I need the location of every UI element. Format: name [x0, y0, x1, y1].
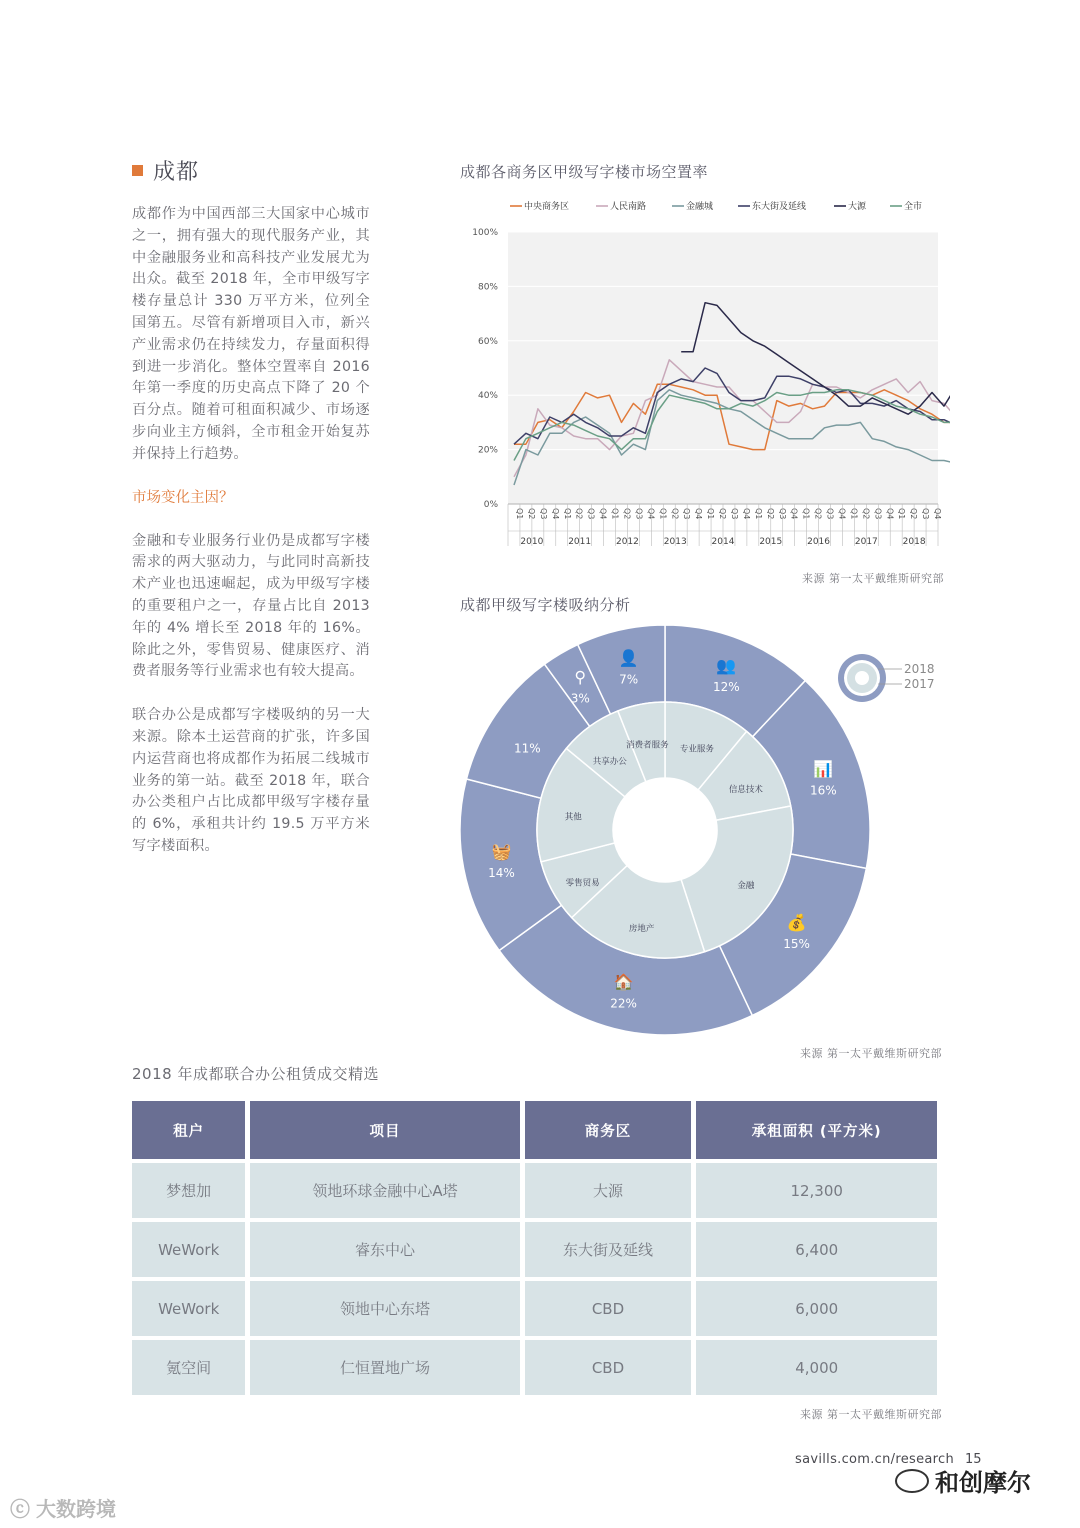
quarter-tick-label: Q1	[897, 508, 907, 520]
cell-district: CBD	[525, 1281, 692, 1336]
legend-hole	[855, 671, 869, 685]
quarter-tick-label: Q3	[634, 508, 644, 520]
outer-percent-label: 12%	[712, 680, 740, 695]
quarter-tick-label: Q2	[574, 508, 584, 520]
year-tick-label: 2015	[759, 537, 783, 547]
quarter-tick-label: Q3	[921, 508, 931, 520]
quarter-tick-label: Q2	[909, 508, 919, 520]
subheading: 市场变化主因？	[132, 489, 234, 506]
legend-label: 东大街及延线	[752, 202, 807, 212]
quarter-tick-label: Q1	[801, 508, 811, 520]
coworking-deals-table	[127, 1097, 942, 1399]
inner-category-label: 共享办公	[592, 756, 627, 767]
cell-district: CBD	[525, 1340, 692, 1395]
money-bag-icon: 💰	[786, 913, 807, 933]
house-search-icon: 🏠	[613, 972, 634, 992]
legend-label: 中央商务区	[524, 202, 570, 212]
legend-year-label: 2018	[904, 662, 935, 676]
vacancy-line-chart	[460, 190, 950, 555]
header-project: 项目	[250, 1101, 519, 1159]
quarter-tick-label: Q1	[562, 508, 572, 520]
pie-chart-source: 来源 第一太平戴维斯研究部	[800, 1047, 942, 1060]
orange-square-icon	[132, 165, 143, 176]
year-tick-label: 2018	[902, 537, 926, 547]
inner-category-label: 消费者服务	[626, 740, 669, 751]
table-row	[132, 1340, 937, 1395]
cell-district: 大源	[525, 1163, 692, 1218]
quarter-tick-label: Q4	[933, 508, 943, 520]
cell-area: 6,400	[696, 1222, 937, 1277]
quarter-tick-label: Q1	[753, 508, 763, 520]
cell-tenant: 梦想加	[132, 1163, 245, 1218]
absorption-donut-chart	[440, 625, 960, 1055]
legend-item	[834, 200, 867, 212]
quarter-tick-label: Q4	[598, 508, 608, 520]
quarter-tick-label: Q4	[694, 508, 704, 520]
quarter-tick-label: Q3	[682, 508, 692, 520]
inner-category-label: 零售贸易	[565, 878, 600, 889]
cell-project: 仁恒置地广场	[250, 1340, 519, 1395]
table-source: 来源 第一太平戴维斯研究部	[800, 1408, 942, 1421]
cell-district: 东大街及延线	[525, 1222, 692, 1277]
quarter-tick-label: Q4	[885, 508, 895, 520]
watermark-right-text: 和创摩尔	[935, 1469, 1031, 1497]
table-row	[132, 1222, 937, 1277]
watermark-left	[10, 1493, 116, 1522]
legend-item	[510, 200, 569, 212]
header-tenant: 租户	[132, 1101, 245, 1159]
cell-area: 12,300	[696, 1163, 937, 1218]
legend-label: 金融城	[686, 202, 714, 212]
quarter-tick-label: Q4	[741, 508, 751, 520]
table-row	[132, 1281, 937, 1336]
year-tick-label: 2011	[568, 537, 592, 547]
legend-label: 大源	[848, 202, 867, 212]
y-tick-label: 80%	[477, 282, 498, 293]
quarter-tick-label: Q1	[849, 508, 859, 520]
inner-category-label: 其他	[564, 812, 582, 823]
drivers-paragraph: 金融和专业服务行业仍是成都写字楼需求的两大驱动力，与此同时高新技术产业也迅速崛起，成为甲级写字楼的重要租户之一，存量占比自 2013 年的 4% 增长至 2018 年的 16%。除此之外，零售贸易、健康医疗、消费者服务等行业需求也有较大提高。	[132, 532, 370, 680]
legend-item	[672, 200, 713, 212]
quarter-tick-label: Q3	[777, 508, 787, 520]
wechat-icon	[895, 1469, 929, 1493]
cell-project: 领地中心东塔	[250, 1281, 519, 1336]
cell-tenant: WeWork	[132, 1281, 245, 1336]
quarter-tick-label: Q1	[514, 508, 524, 520]
inner-category-label: 信息技术	[728, 785, 763, 796]
cell-project: 领地环球金融中心A塔	[250, 1163, 519, 1218]
header-area: 承租面积 (平方米)	[696, 1101, 937, 1159]
year-tick-label: 2017	[854, 537, 878, 547]
section-heading	[132, 155, 370, 186]
quarter-tick-label: Q3	[825, 508, 835, 520]
quarter-tick-label: Q3	[538, 508, 548, 520]
quarter-tick-label: Q4	[646, 508, 656, 520]
left-column	[132, 155, 370, 858]
quarter-tick-label: Q4	[789, 508, 799, 520]
donut-hole	[613, 778, 717, 882]
users-icon: 👤	[618, 648, 639, 668]
legend-item	[890, 200, 922, 212]
quarter-tick-label: Q2	[526, 508, 536, 520]
coworking-paragraph: 联合办公是成都写字楼吸纳的另一大来源。除本土运营商的扩张，许多国内运营商也将成都作为拓展二线城市业务的第一站。截至 2018 年，联合办公类租户占比成都甲级写字楼存量的 6%，承租共计约 19.5 万平方米写字楼面积。	[132, 707, 370, 854]
header-district: 商务区	[525, 1101, 692, 1159]
outer-percent-label: 11%	[513, 741, 541, 756]
outer-percent-label: 3%	[570, 691, 590, 706]
cell-tenant: 氪空间	[132, 1340, 245, 1395]
quarter-tick-label: Q4	[837, 508, 847, 520]
inner-category-label: 金融	[737, 880, 755, 891]
outer-percent-label: 16%	[810, 783, 837, 798]
legend-label: 人民南路	[610, 202, 647, 212]
table-title: 2018 年成都联合办公租赁成交精选	[132, 1065, 379, 1083]
inner-category-label: 专业服务	[679, 744, 714, 755]
cell-tenant: WeWork	[132, 1222, 245, 1277]
y-tick-label: 40%	[477, 391, 498, 402]
watermark-right	[895, 1463, 1031, 1498]
cell-area: 6,000	[696, 1281, 937, 1336]
table-row	[132, 1163, 937, 1218]
watermark-left-text: 大数跨境	[36, 1497, 116, 1521]
pie-chart-title: 成都甲级写字楼吸纳分析	[460, 596, 631, 614]
y-tick-label: 60%	[477, 336, 498, 347]
outer-percent-label: 22%	[610, 996, 637, 1011]
network-icon: ⚲	[574, 667, 587, 687]
year-tick-label: 2014	[711, 537, 735, 547]
outer-percent-label: 7%	[619, 672, 639, 687]
basket-icon: 🧺	[491, 842, 512, 862]
table-header-row	[132, 1101, 937, 1159]
outer-percent-label: 15%	[783, 937, 810, 952]
page-number: 15	[965, 1452, 982, 1467]
y-tick-label: 100%	[472, 228, 498, 238]
line-chart-source: 来源 第一太平戴维斯研究部	[802, 572, 944, 585]
year-tick-label: 2012	[615, 537, 639, 547]
year-tick-label: 2016	[807, 537, 831, 547]
year-tick-label: 2013	[663, 537, 687, 547]
inner-category-label: 房地产	[628, 924, 655, 935]
quarter-tick-label: Q3	[586, 508, 596, 520]
quarter-tick-label: Q1	[706, 508, 716, 520]
cell-project: 睿东中心	[250, 1222, 519, 1277]
section-title: 成都	[153, 160, 200, 185]
quarter-tick-label: Q4	[550, 508, 560, 520]
y-tick-label: 20%	[477, 445, 498, 456]
y-tick-label: 0%	[483, 500, 498, 510]
watermark-logo-icon: ⓒ	[10, 1497, 30, 1521]
quarter-tick-label: Q2	[861, 508, 871, 520]
line-chart-title: 成都各商务区甲级写字楼市场空置率	[460, 163, 709, 181]
outer-percent-label: 14%	[488, 866, 515, 881]
intro-paragraph: 成都作为中国西部三大国家中心城市之一，拥有强大的现代服务产业，其中金融服务业和高科技产业发展尤为出众。截至 2018 年，全市甲级写字楼存量总计 330 万平方米，位列全国第五。尽管有新增项目入市，新兴产业需求仍在持续发力，存量面积得到进一步消化。整体空置率自 2016 年第一季度的历史高点下降了 20 个百分点。随着可租面积减少、市场逐步向业主方倾斜，全市租金开始复苏并保持上行趋势。	[132, 206, 370, 462]
quarter-tick-label: Q2	[622, 508, 632, 520]
plot-background	[508, 232, 938, 504]
footer-link[interactable]: savills.com.cn/research	[795, 1452, 954, 1467]
cell-area: 4,000	[696, 1340, 937, 1395]
quarter-tick-label: Q1	[658, 508, 668, 520]
quarter-tick-label: Q1	[610, 508, 620, 520]
legend-label: 全市	[904, 202, 923, 212]
quarter-tick-label: Q2	[765, 508, 775, 520]
quarter-tick-label: Q3	[873, 508, 883, 520]
quarter-tick-label: Q2	[670, 508, 680, 520]
chart-screen-icon: 📊	[813, 759, 834, 779]
legend-year-label: 2017	[904, 677, 935, 691]
legend-item	[738, 200, 806, 212]
legend-item	[596, 200, 646, 212]
year-tick-label: 2010	[520, 537, 544, 547]
quarter-tick-label: Q2	[718, 508, 728, 520]
quarter-tick-label: Q3	[729, 508, 739, 520]
quarter-tick-label: Q2	[813, 508, 823, 520]
people-group-icon: 👥	[716, 656, 737, 676]
